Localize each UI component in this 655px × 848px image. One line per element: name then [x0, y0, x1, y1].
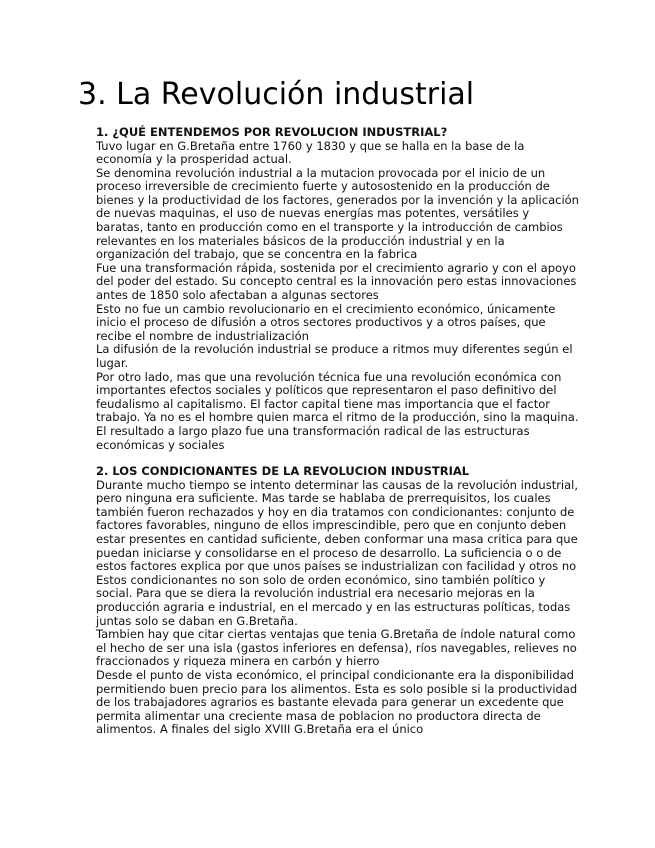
document-body	[96, 126, 580, 737]
paragraph: Desde el punto de vista económico, el principal condicionante era la disponibilidad permitiendo buen precio para los alimentos. Esta es solo posible si la productividad de los trabajadores agrarios es bastante elevada para generar un excedente que permita alimentar una creciente masa de poblacion no productora directa de alimentos. A finales del siglo XVIII G.Bretaña era el único	[96, 667, 578, 737]
paragraph: Por otro lado, mas que una revolución técnica fue una revolución económica con importantes efectos sociales y políticos que representaron el paso definitivo del feudalismo al capitalismo. El factor capital tiene mas importancia que el factor trabajo. Ya no es el hombre quien marca el ritmo de la producción, sino la maquina. El resultado a largo plazo fue una transformación radical de las estructuras económicas y sociales	[96, 369, 579, 452]
paragraph: Estos condicionantes no son solo de orden económico, sino también político y social. Para que se diera la revolución industrial era necesario mejoras en la producción agraria e industrial, en el mercado y en las estructuras políticas, todas juntas solo se daban en G.Bretaña.	[96, 572, 571, 628]
paragraph: Fue una transformación rápida, sostenida por el crecimiento agrario y con el apoyo del poder del estado. Su concepto central es la innovación pero estas innovaciones antes de 1850 solo afectaban a algunas sectores	[96, 260, 577, 303]
paragraph: La difusión de la revolución industrial se produce a ritmos muy diferentes según el lugar.	[96, 342, 573, 370]
section-heading: 1. ¿QUÉ ENTENDEMOS POR REVOLUCION INDUSTRIAL?	[96, 125, 448, 139]
paragraph: Tambien hay que citar ciertas ventajas que tenia G.Bretaña de índole natural como el hecho de ser una isla (gastos inferiores en defensa), ríos navegables, relieves no fraccionados y riqueza minera en carbón y hierro	[96, 627, 577, 669]
section-heading: 2. LOS CONDICIONANTES DE LA REVOLUCION INDUSTRIAL	[96, 464, 470, 479]
section-condicionantes	[96, 465, 580, 737]
paragraph: Tuvo lugar en G.Bretaña entre 1760 y 1830 y que se halla en la base de la economía y la prosperidad actual.	[96, 138, 525, 167]
paragraph: Esto no fue un cambio revolucionario en el crecimiento económico, únicamente inicio el proceso de difusión a otros sectores productivos y a otros países, que recibe el nombre de industrialización	[96, 301, 556, 343]
paragraph: Se denomina revolución industrial a la mutacion provocada por el inicio de un proceso irreversible de crecimiento fuerte y autosostenido en la producción de bienes y la productividad de los factores, generados por la invención y la aplicación de nuevas maquinas, el uso de nuevas energías mas potentes, versátiles y baratas, tanto en producción como en el transporte y la introducción de cambios relevantes en los materiales básicos de la producción industrial y en la organización del trabajo, que se concentra en la fabrica	[96, 165, 579, 262]
page-title: 3. La Revolución industrial	[78, 77, 475, 112]
section-que-entendemos	[96, 126, 580, 452]
paragraph: Durante mucho tiempo se intento determinar las causas de la revolución industrial, pero ninguna era suficiente. Mas tarde se hablaba de prerrequisitos, los cuales también fueron rechazados y hoy en dia tratamos con condicionantes: conjunto de factores favorables, ninguno de ellos imprescindible, pero que en conjunto deben estar presentes en cantidad suficiente, deben conformar una masa critica para que puedan iniciarse y consolidarse en el proceso de desarrollo. La suficiencia o o de estos factores explica por que unos países se industrializan con facilidad y otros no	[96, 477, 579, 574]
